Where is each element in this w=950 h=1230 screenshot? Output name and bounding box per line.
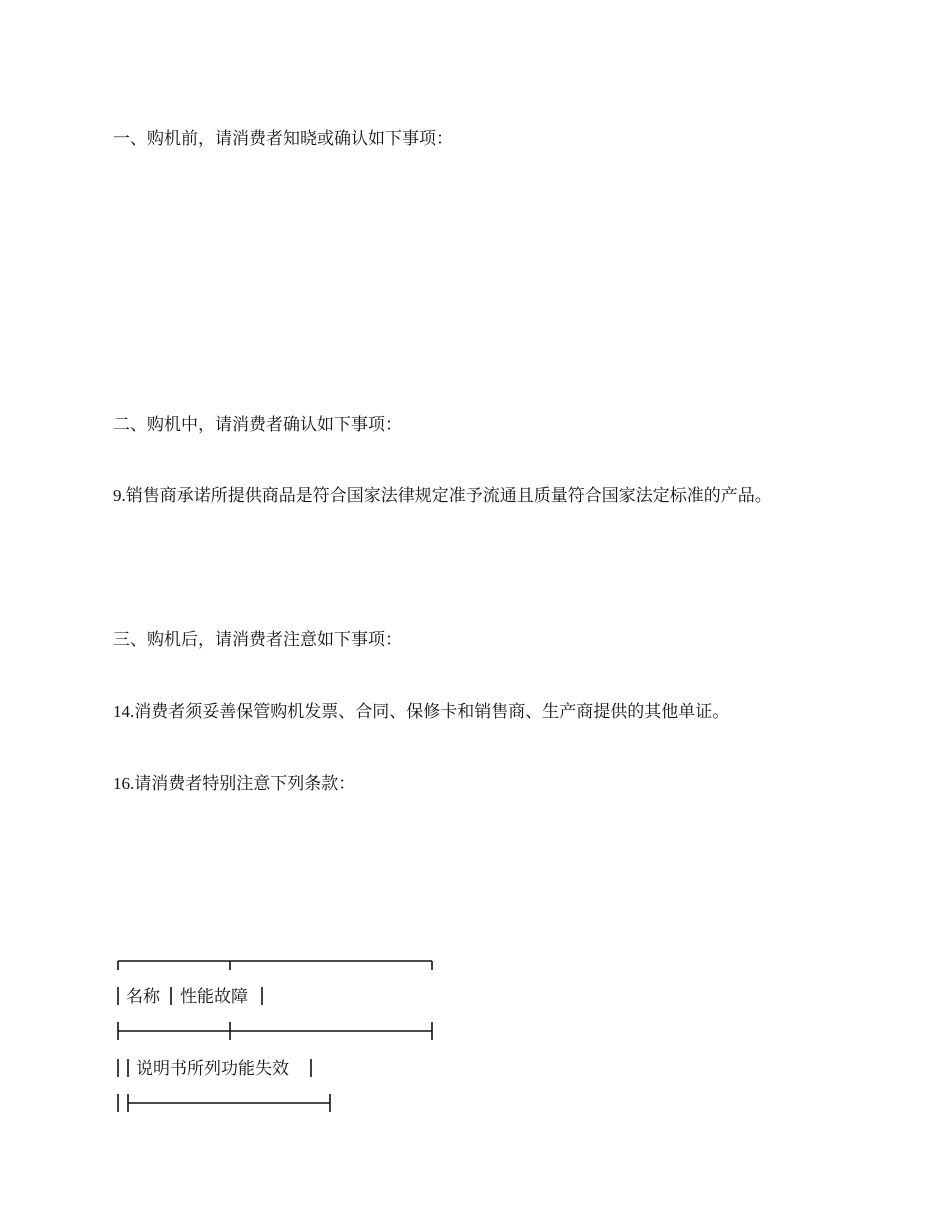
section-heading-2: 二、购机中，请消费者确认如下事项： [113,415,402,435]
section-heading-3: 三、购机后，请消费者注意如下事项： [113,630,402,650]
table-cell-name: 名称 [126,987,160,1007]
table-cell-fault: 性能故障 [180,987,248,1007]
clause-number: 9. [113,486,126,505]
clause-number: 16. [113,774,135,793]
clause-text: 请消费者特别注意下列条款： [134,774,356,794]
clause-number: 14. [113,702,135,721]
section-heading-1: 一、购机前，请消费者知晓或确认如下事项： [113,129,453,149]
clause-text: 销售商承诺所提供商品是符合国家法律规定准予流通且质量符合国家法定标准的产品。 [125,486,772,506]
clause-text: 消费者须妥善保管购机发票、合同、保修卡和销售商、生产商提供的其他单证。 [134,702,730,722]
table-cell-manual-failure: 说明书所列功能失效 [136,1059,289,1079]
